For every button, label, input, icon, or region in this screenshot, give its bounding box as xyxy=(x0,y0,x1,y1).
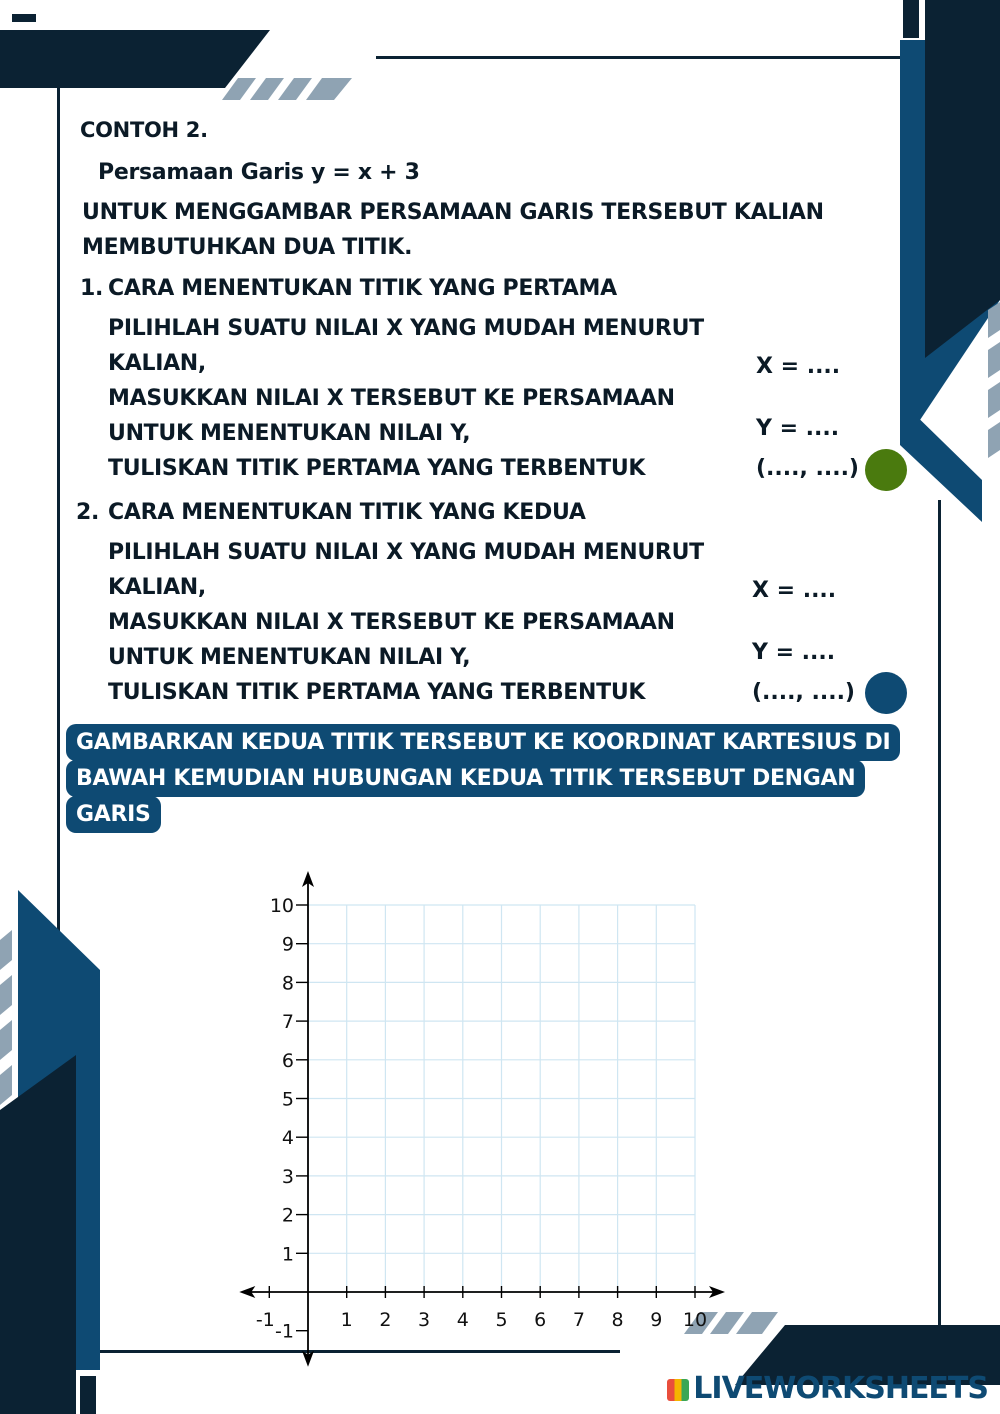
x-tick-label: 3 xyxy=(418,1309,431,1331)
step1-line-3: MASUKKAN NILAI X TERSEBUT KE PERSAMAAN xyxy=(108,386,675,411)
example-heading: CONTOH 2. xyxy=(80,118,208,142)
x-tick-label: 1 xyxy=(340,1309,353,1331)
x-tick-label: 7 xyxy=(572,1309,585,1331)
y-tick-label: 5 xyxy=(281,1088,294,1111)
equation-label: Persamaan Garis y = x + 3 xyxy=(98,160,420,185)
x-tick-label: 9 xyxy=(650,1309,663,1331)
step2-line-2: KALIAN, xyxy=(108,575,206,600)
brand-logo-icon xyxy=(667,1379,689,1401)
y-tick-label: 1 xyxy=(281,1243,294,1266)
instruction-line-1: GAMBARKAN KEDUA TITIK TERSEBUT KE KOORDINAT KARTESIUS DI xyxy=(66,724,900,761)
intro-line-1: UNTUK MENGGAMBAR PERSAMAAN GARIS TERSEBUT KALIAN xyxy=(82,200,824,225)
step2-line-5: TULISKAN TITIK PERTAMA YANG TERBENTUK xyxy=(108,680,646,705)
step1-number: 1. xyxy=(80,276,104,301)
x-tick-label: 4 xyxy=(456,1309,469,1331)
intro-line-2: MEMBUTUHKAN DUA TITIK. xyxy=(82,235,413,260)
y-tick-label: 8 xyxy=(281,972,294,995)
x-tick-label: 6 xyxy=(534,1309,547,1331)
step1-title: CARA MENENTUKAN TITIK YANG PERTAMA xyxy=(108,276,617,301)
y-tick-label: 10 xyxy=(269,895,294,917)
step2-line-4: UNTUK MENENTUKAN NILAI Y, xyxy=(108,645,471,670)
cartesian-grid[interactable] xyxy=(220,860,750,1380)
step2-x-answer[interactable]: X = .... xyxy=(752,578,837,603)
step1-line-4: UNTUK MENENTUKAN NILAI Y, xyxy=(108,421,471,446)
y-tick-label: 2 xyxy=(281,1204,294,1227)
y-tick-label: 7 xyxy=(281,1011,294,1034)
y-tick-label: 6 xyxy=(281,1049,294,1072)
x-tick-label: 10 xyxy=(682,1309,708,1331)
x-tick-label: -1 xyxy=(255,1309,275,1331)
y-tick-label: 4 xyxy=(281,1127,294,1150)
step1-point-answer[interactable]: (...., ....) xyxy=(756,456,859,481)
step2-y-answer[interactable]: Y = .... xyxy=(752,640,836,665)
step2-title: CARA MENENTUKAN TITIK YANG KEDUA xyxy=(108,500,586,525)
y-tick-label: 9 xyxy=(281,933,294,956)
step1-line-2: KALIAN, xyxy=(108,351,206,376)
step2-line-1: PILIHLAH SUATU NILAI X YANG MUDAH MENURUT xyxy=(108,540,704,565)
brand-watermark xyxy=(667,1371,988,1406)
y-tick-label: -1 xyxy=(275,1320,294,1343)
brand-text: LIVEWORKSHEETS xyxy=(693,1371,988,1406)
step1-line-5: TULISKAN TITIK PERTAMA YANG TERBENTUK xyxy=(108,456,646,481)
step2-color-dot xyxy=(865,672,907,714)
step1-x-answer[interactable]: X = .... xyxy=(756,354,841,379)
step1-color-dot xyxy=(865,449,907,491)
step1-y-answer[interactable]: Y = .... xyxy=(756,416,840,441)
x-tick-label: 2 xyxy=(379,1309,392,1331)
step2-number: 2. xyxy=(76,500,100,525)
step1-line-1: PILIHLAH SUATU NILAI X YANG MUDAH MENURUT xyxy=(108,316,704,341)
y-tick-label: 3 xyxy=(281,1165,294,1188)
step2-line-3: MASUKKAN NILAI X TERSEBUT KE PERSAMAAN xyxy=(108,610,675,635)
instruction-line-3: GARIS xyxy=(66,796,161,833)
instruction-line-2: BAWAH KEMUDIAN HUBUNGAN KEDUA TITIK TERSEBUT DENGAN xyxy=(66,760,865,797)
x-tick-label: 5 xyxy=(495,1309,508,1331)
step2-point-answer[interactable]: (...., ....) xyxy=(752,680,855,705)
x-tick-label: 8 xyxy=(611,1309,624,1331)
